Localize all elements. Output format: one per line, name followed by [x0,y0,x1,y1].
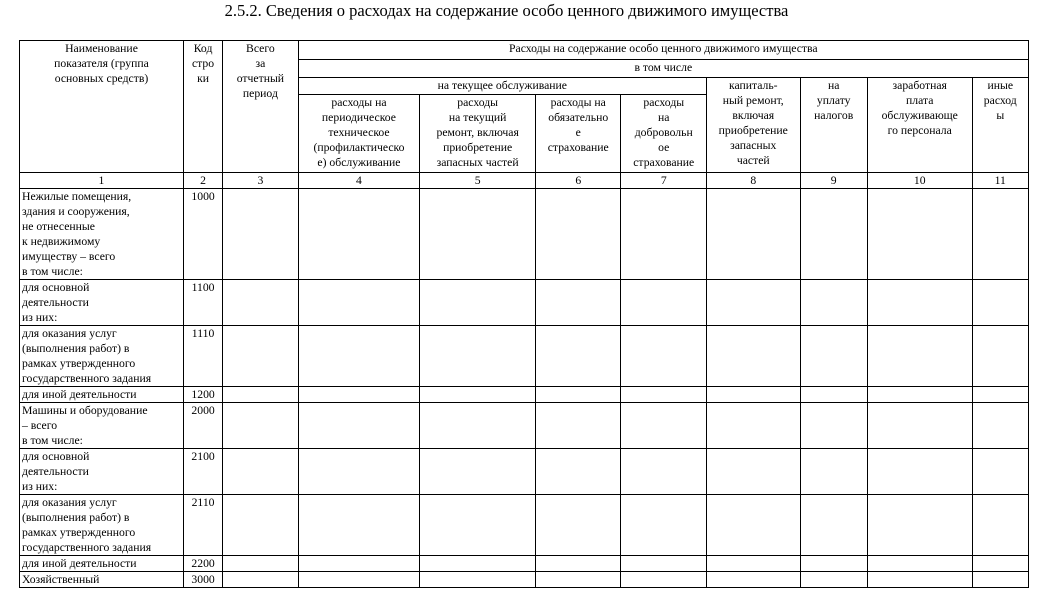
header-voluntary-insurance: расходы на добровольн ое страхование [621,95,707,173]
value-cell[interactable] [706,326,800,387]
value-cell[interactable] [800,449,867,495]
value-cell[interactable] [535,189,621,280]
table-row [20,326,1029,387]
column-numbers-row [20,173,1029,189]
header-current-service: на текущее обслуживание [298,78,706,95]
header-code: Код стро ки [183,41,222,173]
value-cell[interactable] [535,495,621,556]
value-cell[interactable] [800,280,867,326]
row-name: для оказания услуг (выполнения работ) в рамках утвержденного государственного задания [20,495,184,556]
value-cell[interactable] [420,572,536,588]
value-cell[interactable] [621,326,707,387]
header-salary: заработная плата обслуживающе го персонала [867,78,972,173]
value-cell[interactable] [223,556,298,572]
value-cell[interactable] [223,189,298,280]
value-cell[interactable] [621,495,707,556]
value-cell[interactable] [706,387,800,403]
value-cell[interactable] [298,189,420,280]
value-cell[interactable] [621,403,707,449]
table-row [20,387,1029,403]
row-name: Машины и оборудование – всего в том числе: [20,403,184,449]
value-cell[interactable] [420,495,536,556]
value-cell[interactable] [972,495,1028,556]
value-cell[interactable] [298,403,420,449]
row-code: 3000 [183,572,222,588]
column-number: 6 [535,173,621,189]
value-cell[interactable] [800,572,867,588]
row-name: для основной деятельности из них: [20,449,184,495]
value-cell[interactable] [535,572,621,588]
table-row [20,449,1029,495]
row-code: 2200 [183,556,222,572]
value-cell[interactable] [867,449,972,495]
value-cell[interactable] [223,449,298,495]
header-name: Наименование показателя (группа основных средств) [20,41,184,173]
value-cell[interactable] [420,387,536,403]
row-name: Нежилые помещения, здания и сооружения, не отнесенные к недвижимому имуществу – всего в том числе: [20,189,184,280]
value-cell[interactable] [800,387,867,403]
value-cell[interactable] [706,403,800,449]
row-code: 1100 [183,280,222,326]
header-total: Всего за отчетный период [223,41,298,173]
header-current-repair: расходы на текущий ремонт, включая приобретение запасных частей [420,95,536,173]
expenses-table [19,40,1029,588]
page-title: 2.5.2. Сведения о расходах на содержание особо ценного движимого имущества [224,1,789,20]
row-name: Хозяйственный [20,572,184,588]
value-cell[interactable] [223,403,298,449]
row-name: для иной деятельности [20,556,184,572]
value-cell[interactable] [535,387,621,403]
value-cell[interactable] [420,280,536,326]
header-periodic: расходы на периодическое техническое (профилактическо е) обслуживание [298,95,420,173]
value-cell[interactable] [972,326,1028,387]
row-name: для иной деятельности [20,387,184,403]
value-cell[interactable] [867,387,972,403]
value-cell[interactable] [800,556,867,572]
column-number: 4 [298,173,420,189]
value-cell[interactable] [535,326,621,387]
value-cell[interactable] [706,495,800,556]
value-cell[interactable] [420,326,536,387]
value-cell[interactable] [972,387,1028,403]
value-cell[interactable] [972,189,1028,280]
value-cell[interactable] [706,189,800,280]
table-row [20,189,1029,280]
table-row [20,556,1029,572]
header-capital-repair: капиталь- ный ремонт, включая приобретение запасных частей [706,78,800,173]
column-number: 10 [867,173,972,189]
header-expenses: Расходы на содержание особо ценного движимого имущества [298,41,1028,60]
row-name: для основной деятельности из них: [20,280,184,326]
value-cell[interactable] [706,449,800,495]
value-cell[interactable] [298,387,420,403]
value-cell[interactable] [420,556,536,572]
column-number: 2 [183,173,222,189]
value-cell[interactable] [867,403,972,449]
table-row [20,572,1029,588]
value-cell[interactable] [298,572,420,588]
value-cell[interactable] [298,449,420,495]
value-cell[interactable] [867,556,972,572]
column-number: 3 [223,173,298,189]
header-including: в том числе [298,60,1028,78]
column-number: 1 [20,173,184,189]
value-cell[interactable] [867,189,972,280]
row-code: 2110 [183,495,222,556]
value-cell[interactable] [972,403,1028,449]
value-cell[interactable] [621,449,707,495]
value-cell[interactable] [867,280,972,326]
table-row [20,403,1029,449]
value-cell[interactable] [867,572,972,588]
value-cell[interactable] [223,280,298,326]
value-cell[interactable] [298,556,420,572]
value-cell[interactable] [972,449,1028,495]
row-code: 1000 [183,189,222,280]
value-cell[interactable] [800,189,867,280]
value-cell[interactable] [420,449,536,495]
header-other: иные расход ы [972,78,1028,173]
value-cell[interactable] [621,387,707,403]
row-code: 2100 [183,449,222,495]
header-taxes: на уплату налогов [800,78,867,173]
value-cell[interactable] [621,280,707,326]
value-cell[interactable] [867,495,972,556]
column-number: 11 [972,173,1028,189]
value-cell[interactable] [972,572,1028,588]
value-cell[interactable] [223,495,298,556]
value-cell[interactable] [535,556,621,572]
value-cell[interactable] [420,189,536,280]
value-cell[interactable] [621,189,707,280]
value-cell[interactable] [800,326,867,387]
column-number: 8 [706,173,800,189]
value-cell[interactable] [706,280,800,326]
value-cell[interactable] [706,572,800,588]
value-cell[interactable] [223,387,298,403]
table-row [20,280,1029,326]
table-row [20,495,1029,556]
row-code: 1110 [183,326,222,387]
value-cell[interactable] [420,403,536,449]
value-cell[interactable] [298,326,420,387]
value-cell[interactable] [223,572,298,588]
value-cell[interactable] [972,556,1028,572]
column-number: 7 [621,173,707,189]
value-cell[interactable] [621,556,707,572]
row-name: для оказания услуг (выполнения работ) в рамках утвержденного государственного задания [20,326,184,387]
value-cell[interactable] [535,449,621,495]
value-cell[interactable] [972,280,1028,326]
value-cell[interactable] [800,495,867,556]
value-cell[interactable] [621,572,707,588]
value-cell[interactable] [298,280,420,326]
value-cell[interactable] [298,495,420,556]
column-number: 9 [800,173,867,189]
value-cell[interactable] [800,403,867,449]
value-cell[interactable] [706,556,800,572]
row-code: 1200 [183,387,222,403]
value-cell[interactable] [535,403,621,449]
value-cell[interactable] [535,280,621,326]
value-cell[interactable] [223,326,298,387]
header-mandatory-insurance: расходы на обязательно е страхование [535,95,621,173]
column-number: 5 [420,173,536,189]
row-code: 2000 [183,403,222,449]
value-cell[interactable] [867,326,972,387]
